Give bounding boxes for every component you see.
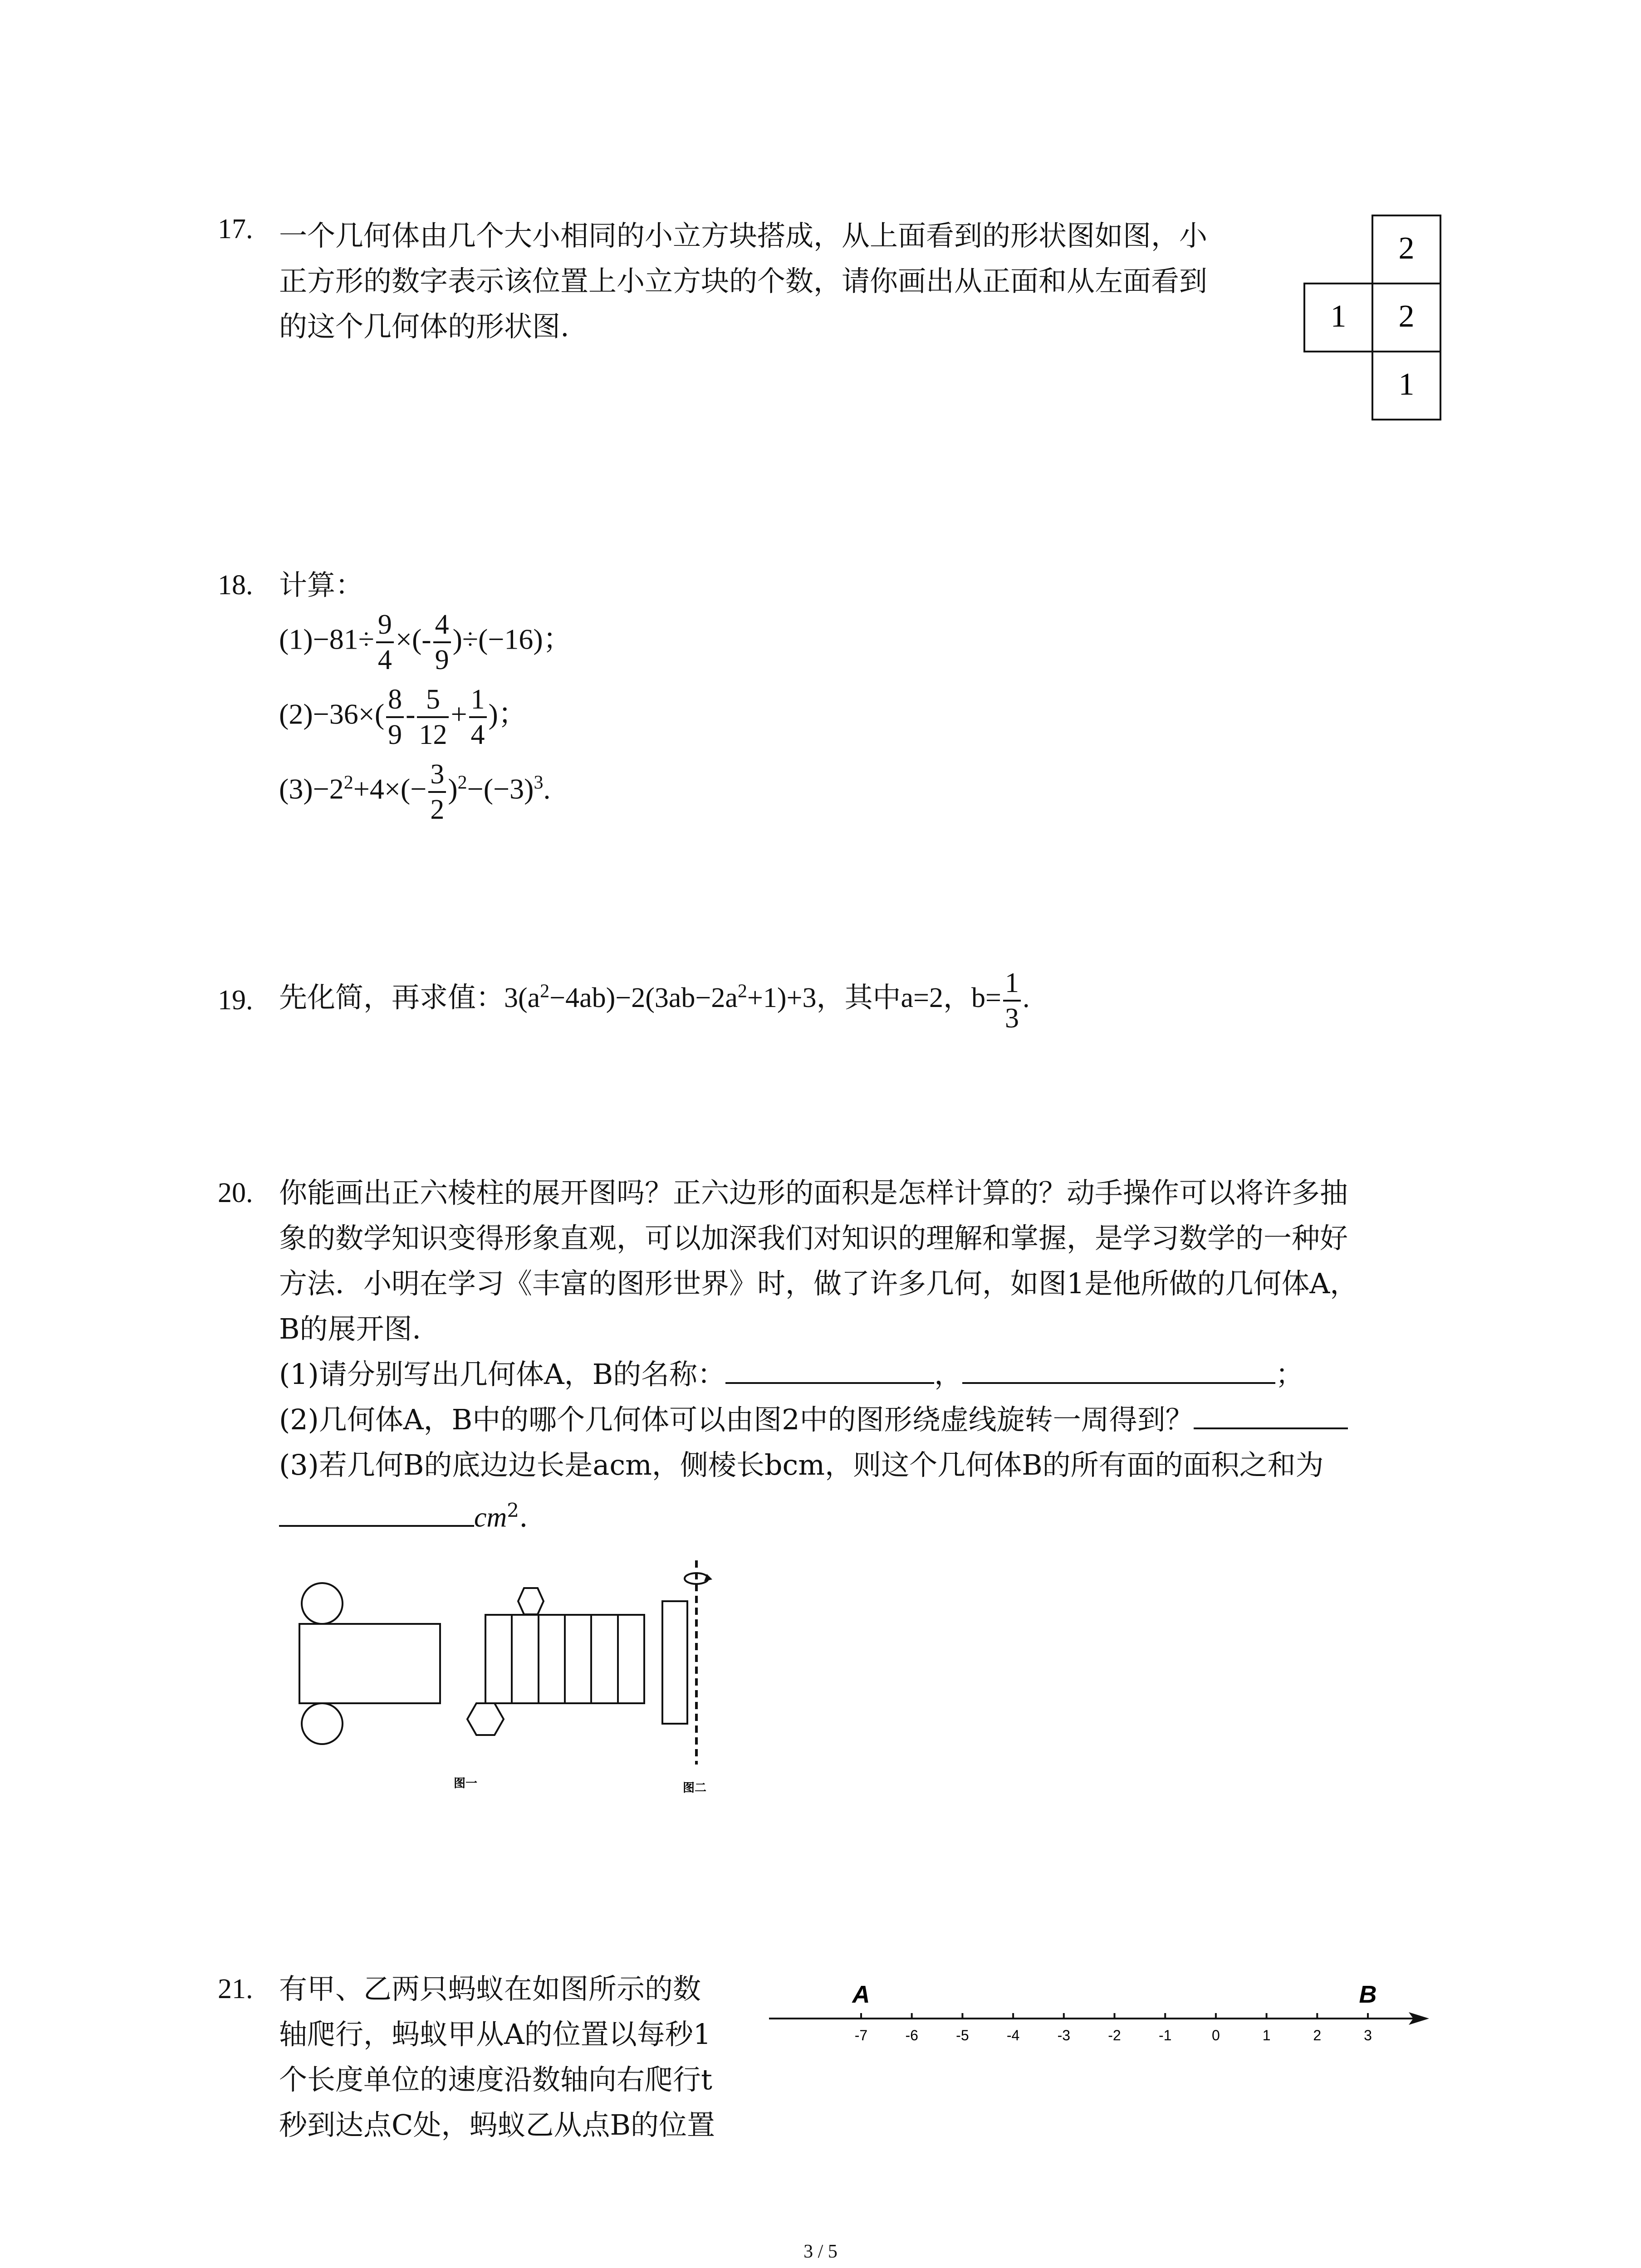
expr-text: (2)−36×( — [279, 698, 385, 730]
q18-title: 计算： — [279, 568, 364, 601]
expr-text: )÷(−16)； — [452, 623, 572, 655]
tick-label: -1 — [1158, 2027, 1172, 2043]
tick-label: -2 — [1108, 2027, 1121, 2043]
cylinder-lateral-rect — [299, 1624, 440, 1703]
tick-label: -6 — [905, 2027, 918, 2043]
tick-label: -5 — [956, 2027, 969, 2043]
q20-number: 20. — [218, 1178, 253, 1208]
q18-part-1 — [279, 608, 572, 677]
tick-label: -3 — [1057, 2027, 1071, 2043]
q17-line: 一个几何体由几个大小相同的小立方块搭成，从上面看到的形状图如图，小 — [279, 219, 1208, 252]
q17-line: 的这个几何体的形状图. — [279, 310, 569, 343]
fraction — [386, 683, 404, 752]
grid-count: 1 — [1330, 299, 1347, 334]
prism-lateral-faces — [485, 1615, 644, 1703]
denominator: 4 — [469, 716, 487, 752]
cylinder-base-circle — [302, 1583, 343, 1624]
q17-line: 正方形的数字表示该位置上小立方块的个数，请你画出从正面和从左面看到 — [279, 264, 1208, 298]
separator: ， — [934, 1358, 963, 1391]
q20-line: B的展开图． — [279, 1312, 441, 1345]
exponent: 3 — [534, 772, 544, 793]
q18-part-3 — [279, 758, 550, 826]
fraction — [428, 758, 446, 826]
number-line — [762, 1973, 1443, 2064]
expr-text: . — [1022, 982, 1030, 1014]
exponent: 2 — [343, 772, 353, 793]
q19-number: 19. — [218, 985, 253, 1016]
figure-1-label: 图一 — [454, 1776, 478, 1790]
tick-label: 1 — [1262, 2027, 1271, 2043]
page-number: 3 / 5 — [803, 2241, 838, 2262]
fraction — [469, 683, 487, 752]
cylinder-base-circle — [302, 1703, 343, 1744]
q20-line: 你能画出正六棱柱的展开图吗？正六边形的面积是怎样计算的？动手操作可以将许多抽 — [279, 1176, 1348, 1209]
tick-label: -7 — [854, 2027, 868, 2043]
figure-2-label: 图二 — [683, 1781, 707, 1794]
exponent: 2 — [507, 1499, 519, 1521]
q21-line: 有甲、乙两只蚂蚁在如图所示的数 — [279, 1972, 701, 2005]
expr-text: +1)+3，其中a=2，b= — [747, 982, 1001, 1014]
answer-blank-d[interactable] — [279, 1520, 474, 1527]
tick-label: 2 — [1313, 2027, 1322, 2043]
numerator: 5 — [426, 684, 440, 715]
point-a-label: A — [852, 1981, 870, 2008]
expr-text: 先化简，再求值：3(a — [279, 982, 540, 1014]
answer-blank-c[interactable] — [1194, 1423, 1348, 1429]
q21-line: 轴爬行，蚂蚁甲从A的位置以每秒1 — [279, 2018, 711, 2051]
q20-sub-2-text: (2)几何体A，B中的哪个几何体可以由图2中的图形绕虚线旋转一周得到？ — [279, 1403, 1194, 1436]
expr-text: ×(- — [395, 623, 431, 655]
denominator: 4 — [376, 641, 394, 677]
q21-number: 21. — [218, 1974, 253, 2004]
fraction — [376, 608, 394, 677]
q21-line: 秒到达点C处，蚂蚁乙从点B的位置 — [279, 2108, 715, 2141]
expr-text: (1)−81÷ — [279, 623, 374, 655]
expr-text: )； — [488, 698, 527, 730]
grid-count: 2 — [1398, 299, 1415, 334]
unit: cm — [474, 1502, 507, 1533]
hexagon-bottom — [467, 1703, 504, 1735]
expr-text: ) — [448, 772, 458, 805]
numerator: 8 — [388, 684, 402, 715]
q17-number: 17. — [218, 214, 253, 244]
denominator: 2 — [428, 791, 446, 826]
expr-text: - — [406, 698, 416, 730]
expr-text: . — [543, 772, 551, 805]
q18-part-2 — [279, 683, 527, 752]
q18-number: 18. — [218, 570, 253, 601]
q20-sub-3-answer — [279, 1488, 1358, 1540]
tick-label: 3 — [1364, 2027, 1372, 2043]
hexagon-top — [518, 1588, 544, 1614]
q20-sub-2 — [279, 1397, 1358, 1442]
numerator: 9 — [377, 609, 392, 640]
numerator: 1 — [1004, 968, 1019, 998]
q20-sub-3: (3)若几何B的底边边长是acm，侧棱长bcm，则这个几何体B的所有面的面积之和为 — [279, 1448, 1324, 1481]
expr-text: + — [451, 698, 467, 730]
q20-text — [279, 1170, 1358, 1540]
exponent: 2 — [457, 772, 467, 793]
answer-blank-b[interactable] — [962, 1378, 1275, 1384]
tick-label: -4 — [1006, 2027, 1020, 2043]
grid-count: 2 — [1398, 231, 1415, 266]
q20-figures — [272, 1551, 771, 1814]
q20-sub-1 — [279, 1352, 1358, 1397]
q19-text — [279, 966, 1029, 1035]
answer-blank-a[interactable] — [725, 1378, 934, 1384]
expr-text: (3)−2 — [279, 772, 344, 805]
expr-text: +4×(− — [353, 772, 427, 805]
q17-top-view-grid — [1302, 213, 1447, 431]
q20-sub-1-text: (1)请分别写出几何体A，B的名称： — [279, 1358, 726, 1391]
terminator: . — [519, 1500, 528, 1534]
q21-text — [279, 1966, 715, 2148]
numerator: 3 — [430, 759, 445, 790]
fraction — [417, 683, 449, 752]
tick-label: 0 — [1212, 2027, 1220, 2043]
denominator: 9 — [386, 716, 404, 752]
exponent: 2 — [540, 981, 550, 1002]
denominator: 12 — [417, 716, 449, 752]
terminator: ； — [1275, 1358, 1304, 1391]
q20-line: 方法．小明在学习《丰富的图形世界》时，做了许多几何，如图1是他所做的几何体A， — [279, 1267, 1358, 1300]
expr-text: −(−3) — [467, 772, 534, 805]
grid-count: 1 — [1398, 367, 1415, 402]
q17-text — [279, 213, 1207, 349]
expr-text: −4ab)−2(3ab−2a — [549, 982, 738, 1014]
numerator: 4 — [435, 609, 449, 640]
exponent: 2 — [737, 981, 747, 1002]
denominator: 9 — [433, 641, 451, 677]
fraction — [1003, 966, 1021, 1035]
fraction — [433, 608, 451, 677]
q20-line: 象的数学知识变得形象直观，可以加深我们对知识的理解和掌握，是学习数学的一种好 — [279, 1222, 1348, 1255]
point-b-label: B — [1359, 1981, 1377, 2008]
denominator: 3 — [1003, 1000, 1021, 1035]
q21-line: 个长度单位的速度沿数轴向右爬行t — [279, 2063, 712, 2096]
numerator: 1 — [470, 684, 485, 715]
rotation-rectangle — [662, 1601, 687, 1724]
